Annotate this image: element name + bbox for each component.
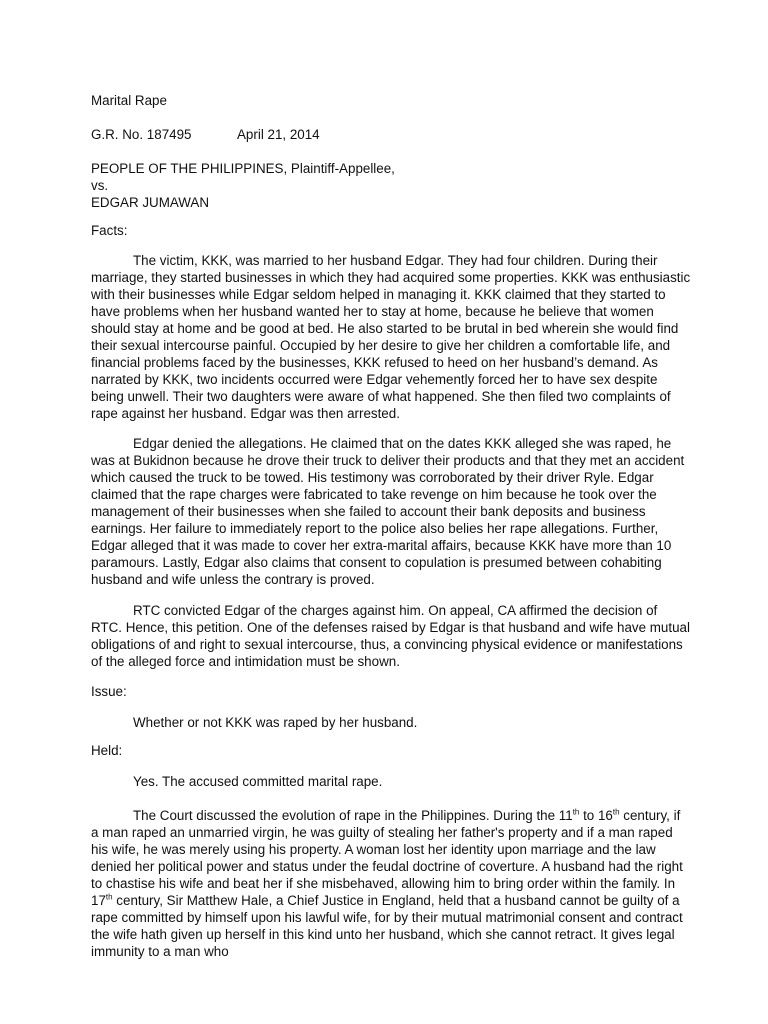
court-text-part-2: to 16	[579, 808, 613, 823]
facts-heading: Facts:	[91, 223, 128, 238]
facts-paragraph-1: The victim, KKK, was married to her husband Edgar. They had four children. During their marriage, they started businesses in which they had acquired some properties. KKK was enthusiastic with their businesses while Edgar seldom helped in managing it. KKK claimed that they started to have problems when her husband wanted her to stay at home, because he believe that women should stay at home and be good at bed. He also started to be brutal in bed wherein she would find their sexual intercourse painful. Occupied by her desire to give her children a comfortable life, and financial problems faced by the businesses, KKK refused to heed on her husband’s demand. As narrated by KKK, two incidents occurred were Edgar vehemently forced her to have sex despite being unwell. Their two daughters were aware of what happened. She then filed two complaints of rape against her husband. Edgar was then arrested.	[91, 253, 691, 421]
court-discussion-paragraph	[91, 807, 691, 960]
issue-text: Whether or not KKK was raped by her husband.	[133, 715, 418, 730]
case-date: April 21, 2014	[237, 127, 320, 142]
case-number: G.R. No. 187495	[91, 127, 192, 142]
superscript-th: th	[612, 807, 620, 817]
issue-heading: Issue:	[91, 684, 127, 699]
versus-line: vs.	[91, 178, 109, 193]
superscript-th: th	[572, 807, 580, 817]
document-title: Marital Rape	[91, 93, 167, 108]
held-text: Yes. The accused committed marital rape.	[133, 774, 383, 789]
case-info-line	[91, 126, 691, 143]
defendant-line: EDGAR JUMAWAN	[91, 195, 210, 210]
held-heading: Held:	[91, 743, 123, 758]
court-text-part-1: The Court discussed the evolution of rape in the Philippines. During the 11	[133, 808, 573, 823]
court-text-part-4: century, Sir Matthew Hale, a Chief Justice in England, held that a husband cannot be guilty of a rape committed by himself upon his lawful wife, for by their mutual matrimonial consent and contract the wife hath given up herself in this kind unto her husband, which she cannot retract. It gives legal immunity to a man who	[91, 893, 683, 959]
superscript-th: th	[105, 892, 113, 902]
facts-paragraph-2: Edgar denied the allegations. He claimed that on the dates KKK alleged she was raped, he was at Bukidnon because he drove their truck to deliver their products and that they met an accident which caused the truck to be towed. His testimony was corroborated by their driver Ryle. Edgar claimed that the rape charges were fabricated to take revenge on him because he took over the management of their businesses when she failed to account their bank deposits and business earnings. Her failure to immediately report to the police also belies her rape allegations. Further, Edgar alleged that it was made to cover her extra-marital affairs, because KKK have more than 10 paramours. Lastly, Edgar also claims that consent to copulation is presumed between cohabiting husband and wife unless the contrary is proved.	[91, 436, 685, 587]
facts-paragraph-3: RTC convicted Edgar of the charges against him. On appeal, CA affirmed the decision of RTC. Hence, this petition. One of the defenses raised by Edgar is that husband and wife have mutual obligations of and right to sexual intercourse, thus, a convincing physical evidence or manifestations of the alleged force and intimidation must be shown.	[91, 603, 690, 669]
court-text-part-3: century, if a man raped an unmarried virgin, he was guilty of stealing her father's property and if a man raped his wife, he was merely using his property. A woman lost her identity upon marriage and the law denied her political power and status under the feudal doctrine of coverture. A husband had the right to chastise his wife and beat her if she misbehaved, allowing him to bring order within the family. In 17	[91, 808, 683, 908]
plaintiff-line: PEOPLE OF THE PHILIPPINES, Plaintiff-Appellee,	[91, 161, 395, 176]
case-parties	[91, 160, 691, 211]
